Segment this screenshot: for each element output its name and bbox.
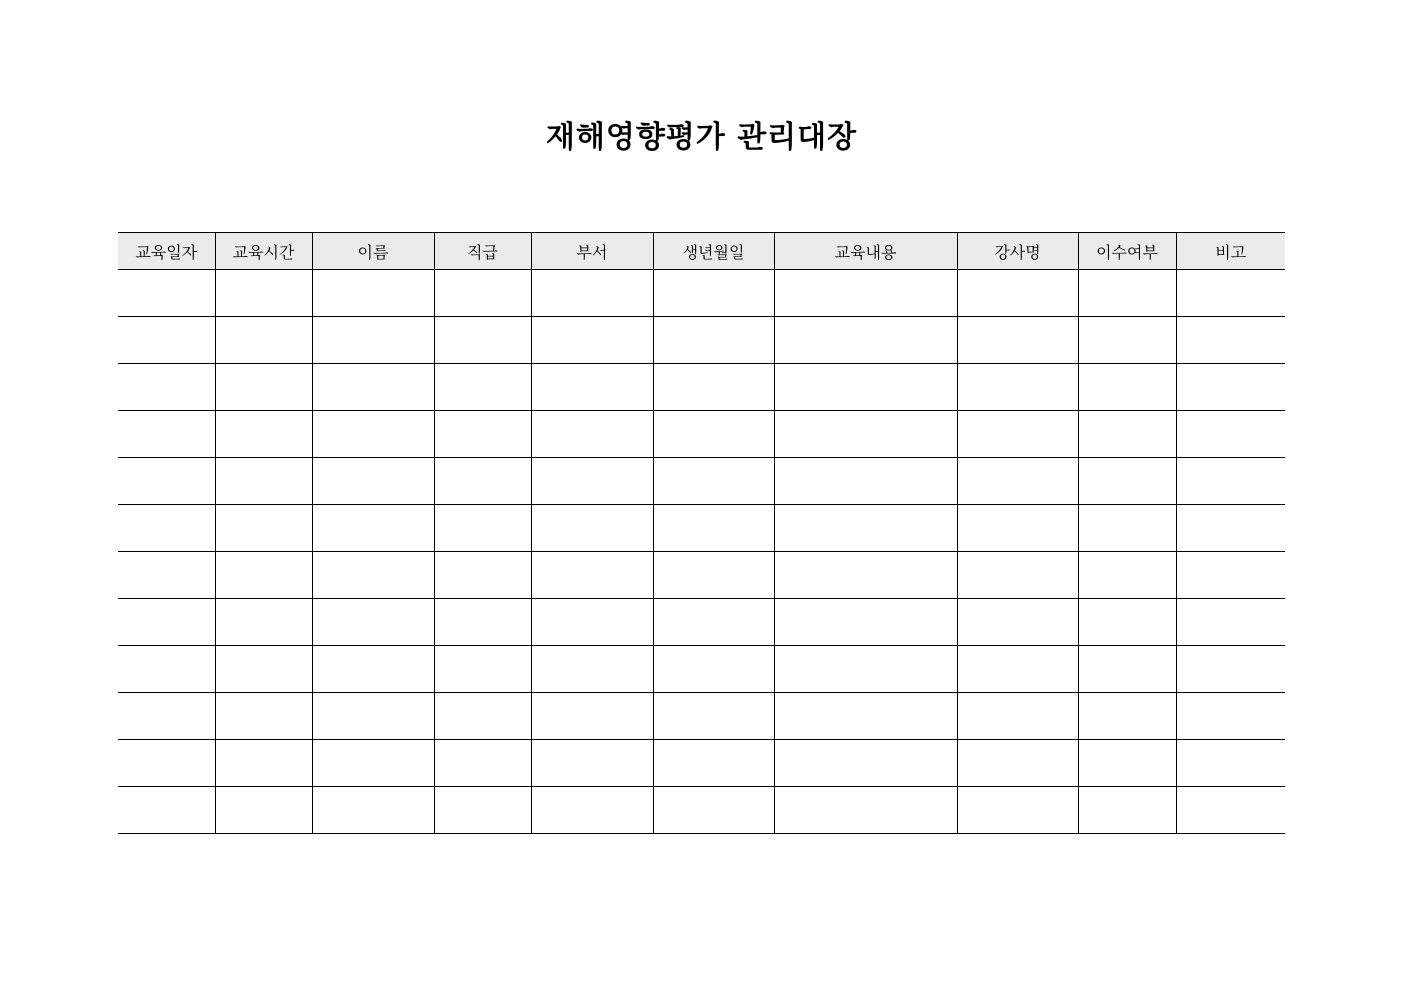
table-row (118, 317, 1285, 364)
table-cell[interactable] (215, 740, 312, 787)
table-cell[interactable] (312, 411, 434, 458)
table-cell[interactable] (118, 693, 215, 740)
table-cell[interactable] (312, 458, 434, 505)
table-cell[interactable] (434, 552, 531, 599)
table-cell[interactable] (957, 740, 1078, 787)
column-header-completion-status: 이수여부 (1078, 233, 1176, 270)
table-cell[interactable] (653, 364, 774, 411)
table-cell[interactable] (774, 411, 957, 458)
column-header-department: 부서 (531, 233, 653, 270)
table-cell[interactable] (1078, 411, 1176, 458)
table-cell[interactable] (653, 411, 774, 458)
table-row (118, 693, 1285, 740)
table-cell[interactable] (312, 552, 434, 599)
table-cell[interactable] (774, 787, 957, 834)
table-cell[interactable] (1078, 270, 1176, 317)
table-cell[interactable] (774, 646, 957, 693)
column-header-education-date: 교육일자 (118, 233, 215, 270)
table-cell[interactable] (118, 505, 215, 552)
table-cell[interactable] (1176, 646, 1285, 693)
table-cell[interactable] (434, 505, 531, 552)
table-cell[interactable] (118, 646, 215, 693)
column-header-education-time: 교육시간 (215, 233, 312, 270)
table-cell[interactable] (1176, 787, 1285, 834)
table-cell[interactable] (118, 599, 215, 646)
table-cell[interactable] (312, 693, 434, 740)
table-cell[interactable] (312, 740, 434, 787)
table-cell[interactable] (653, 458, 774, 505)
table-cell[interactable] (531, 693, 653, 740)
table-body (118, 270, 1285, 834)
table-cell[interactable] (653, 317, 774, 364)
table-cell[interactable] (1176, 317, 1285, 364)
table-cell[interactable] (312, 599, 434, 646)
table-cell[interactable] (957, 505, 1078, 552)
table-cell[interactable] (957, 364, 1078, 411)
table-cell[interactable] (215, 411, 312, 458)
table-row (118, 458, 1285, 505)
table-cell[interactable] (434, 270, 531, 317)
table-cell[interactable] (312, 270, 434, 317)
table-row (118, 364, 1285, 411)
table-cell[interactable] (1078, 458, 1176, 505)
table-cell[interactable] (434, 599, 531, 646)
table-row (118, 505, 1285, 552)
table-cell[interactable] (653, 599, 774, 646)
table-cell[interactable] (531, 646, 653, 693)
table-cell[interactable] (531, 458, 653, 505)
table-cell[interactable] (531, 270, 653, 317)
table-cell[interactable] (215, 787, 312, 834)
table-cell[interactable] (1078, 317, 1176, 364)
table-cell[interactable] (434, 411, 531, 458)
table-cell[interactable] (215, 364, 312, 411)
table-cell[interactable] (1176, 364, 1285, 411)
table-cell[interactable] (118, 552, 215, 599)
table-cell[interactable] (215, 505, 312, 552)
table-cell[interactable] (531, 552, 653, 599)
table-cell[interactable] (957, 317, 1078, 364)
column-header-education-content: 교육내용 (774, 233, 957, 270)
table-cell[interactable] (312, 787, 434, 834)
table-cell[interactable] (653, 787, 774, 834)
table-cell[interactable] (957, 411, 1078, 458)
table-cell[interactable] (215, 599, 312, 646)
table-cell[interactable] (957, 270, 1078, 317)
table-cell[interactable] (1078, 364, 1176, 411)
table-cell[interactable] (1176, 552, 1285, 599)
table-cell[interactable] (1078, 599, 1176, 646)
table-cell[interactable] (957, 552, 1078, 599)
table-cell[interactable] (774, 693, 957, 740)
table-row (118, 599, 1285, 646)
table-cell[interactable] (1078, 787, 1176, 834)
table-cell[interactable] (1078, 505, 1176, 552)
table-cell[interactable] (118, 317, 215, 364)
table-cell[interactable] (434, 693, 531, 740)
table-row (118, 787, 1285, 834)
table-cell[interactable] (957, 599, 1078, 646)
table-cell[interactable] (1078, 693, 1176, 740)
column-header-remarks: 비고 (1176, 233, 1285, 270)
table-cell[interactable] (774, 599, 957, 646)
table-cell[interactable] (1176, 505, 1285, 552)
table-cell[interactable] (312, 505, 434, 552)
table-cell[interactable] (774, 317, 957, 364)
column-header-birthdate: 생년월일 (653, 233, 774, 270)
table-cell[interactable] (531, 411, 653, 458)
table-cell[interactable] (312, 317, 434, 364)
table-cell[interactable] (434, 317, 531, 364)
table-cell[interactable] (1176, 693, 1285, 740)
table-row (118, 740, 1285, 787)
table-cell[interactable] (653, 552, 774, 599)
table-row (118, 411, 1285, 458)
table-cell[interactable] (1176, 270, 1285, 317)
table-cell[interactable] (653, 646, 774, 693)
table-header-row (118, 233, 1285, 270)
table-cell[interactable] (434, 458, 531, 505)
table-cell[interactable] (1176, 458, 1285, 505)
table-cell[interactable] (215, 552, 312, 599)
table-cell[interactable] (653, 505, 774, 552)
ledger-table (118, 232, 1285, 834)
table-cell[interactable] (118, 411, 215, 458)
table-cell[interactable] (531, 317, 653, 364)
table-cell[interactable] (215, 270, 312, 317)
table-cell[interactable] (531, 599, 653, 646)
table-cell[interactable] (1078, 552, 1176, 599)
table-cell[interactable] (312, 646, 434, 693)
table-cell[interactable] (312, 364, 434, 411)
table-cell[interactable] (957, 787, 1078, 834)
table-cell[interactable] (1176, 411, 1285, 458)
table-row (118, 646, 1285, 693)
table-cell[interactable] (957, 646, 1078, 693)
table-cell[interactable] (434, 646, 531, 693)
table-cell[interactable] (1176, 740, 1285, 787)
table-cell[interactable] (118, 364, 215, 411)
table-row (118, 552, 1285, 599)
table-cell[interactable] (118, 740, 215, 787)
table-cell[interactable] (215, 646, 312, 693)
table-cell[interactable] (118, 458, 215, 505)
table-cell[interactable] (215, 693, 312, 740)
table-cell[interactable] (774, 270, 957, 317)
table-cell[interactable] (531, 364, 653, 411)
table-cell[interactable] (957, 693, 1078, 740)
table-cell[interactable] (118, 787, 215, 834)
table-cell[interactable] (531, 787, 653, 834)
table-cell[interactable] (774, 552, 957, 599)
table-cell[interactable] (434, 787, 531, 834)
table-cell[interactable] (531, 740, 653, 787)
table-cell[interactable] (1078, 646, 1176, 693)
page-title: 재해영향평가 관리대장 (545, 120, 858, 155)
table-cell[interactable] (434, 740, 531, 787)
table-row (118, 270, 1285, 317)
table-cell[interactable] (434, 364, 531, 411)
table-cell[interactable] (653, 270, 774, 317)
column-header-position: 직급 (434, 233, 531, 270)
column-header-name: 이름 (312, 233, 434, 270)
table-cell[interactable] (118, 270, 215, 317)
table-cell[interactable] (653, 740, 774, 787)
table-cell[interactable] (957, 458, 1078, 505)
table-cell[interactable] (774, 458, 957, 505)
column-header-instructor: 강사명 (957, 233, 1078, 270)
table-cell[interactable] (774, 364, 957, 411)
table-cell[interactable] (1176, 599, 1285, 646)
table-cell[interactable] (774, 740, 957, 787)
table-cell[interactable] (531, 505, 653, 552)
table-cell[interactable] (215, 317, 312, 364)
table-cell[interactable] (215, 458, 312, 505)
table-cell[interactable] (653, 693, 774, 740)
table-cell[interactable] (774, 505, 957, 552)
table-cell[interactable] (1078, 740, 1176, 787)
